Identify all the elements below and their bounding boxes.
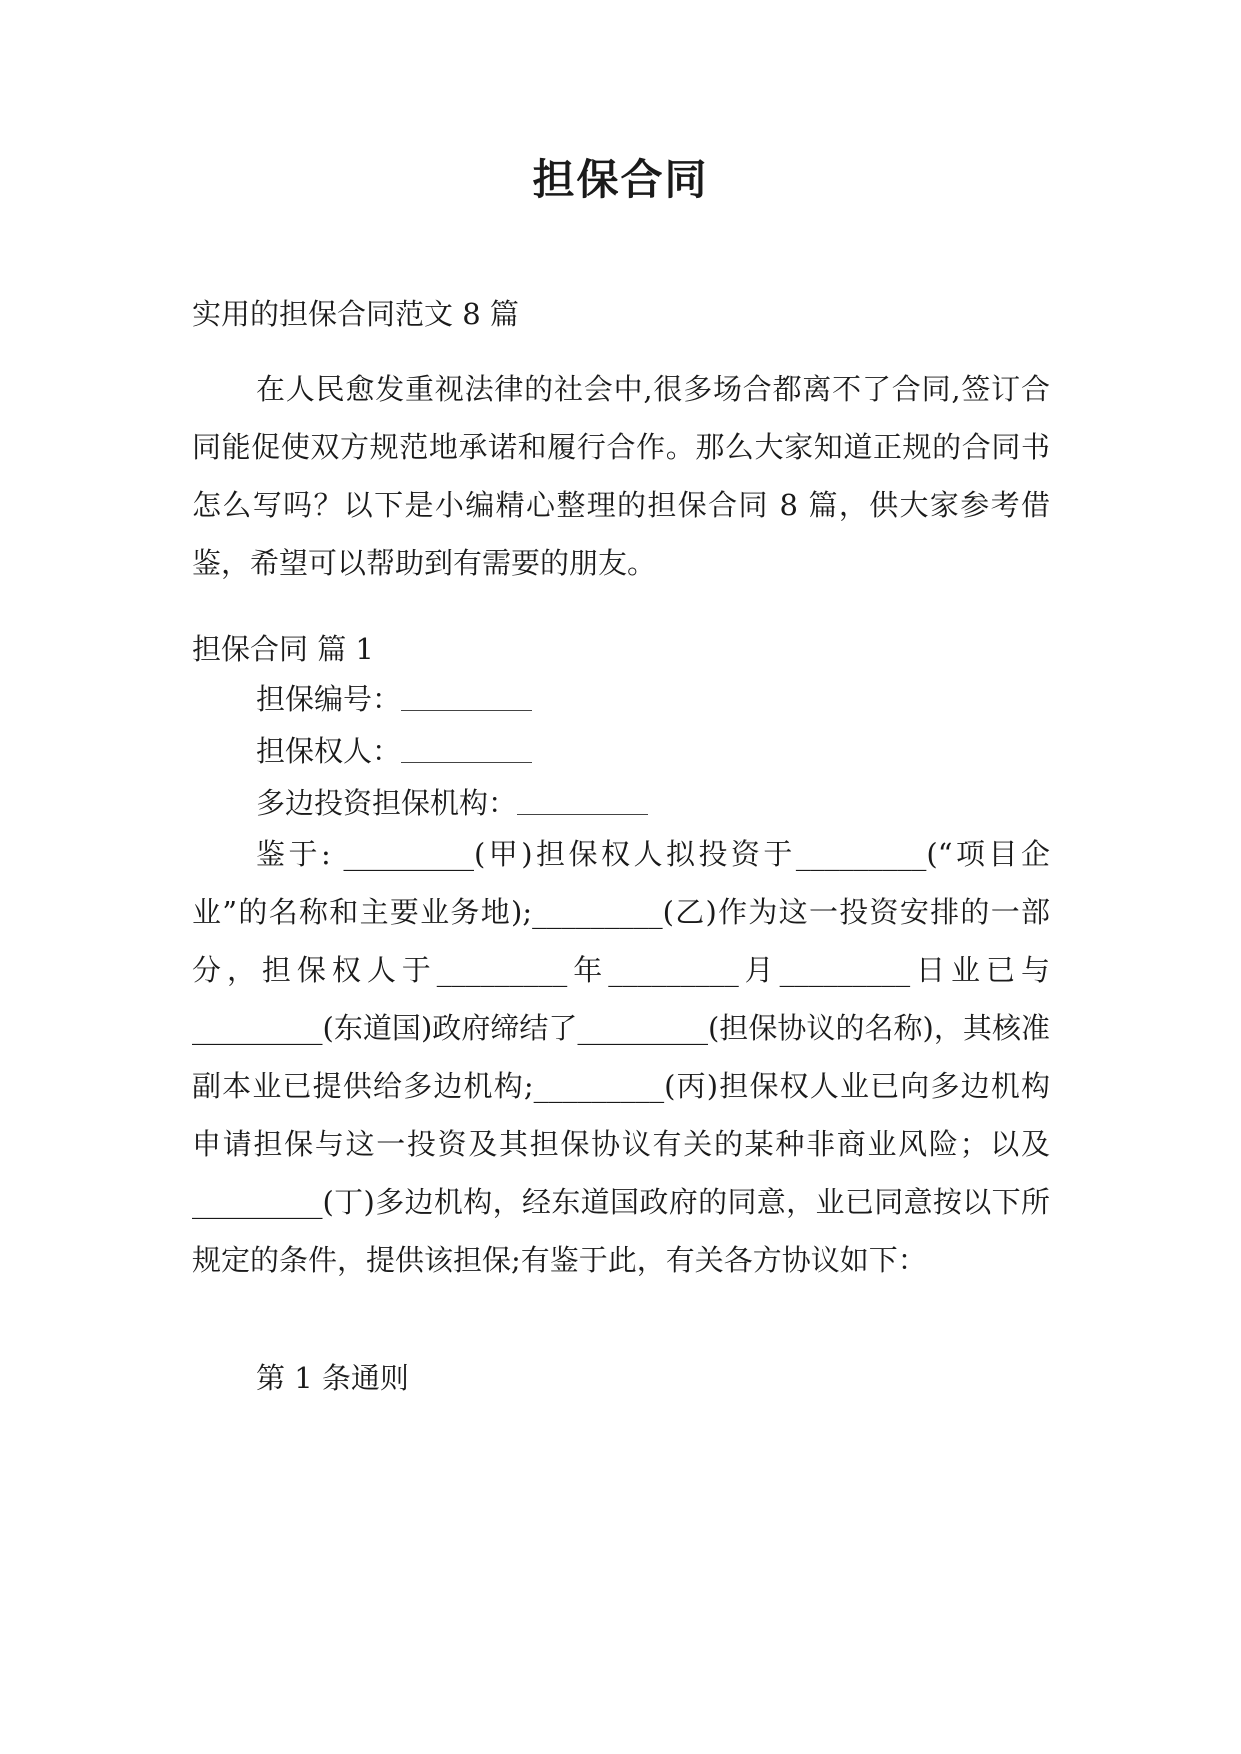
field-label: 担保权人： (256, 734, 402, 768)
field-guarantee-holder (256, 729, 532, 773)
field-value (517, 792, 648, 815)
article-title: 第 1 条通则 (256, 1361, 409, 1395)
field-miga (256, 781, 648, 825)
document-subtitle: 实用的担保合同范文 8 篇 (192, 297, 519, 331)
field-label: 多边投资担保机构： (256, 786, 518, 820)
field-value (401, 740, 532, 763)
document-title: 担保合同 (532, 155, 709, 204)
field-value (401, 688, 532, 711)
field-label: 担保编号： (256, 682, 402, 716)
body-paragraph: 鉴于: _________(甲)担保权人拟投资于_________(“项目企业”的名称和主要业务地);_________(乙)作为这一投资安排的一部分，担保权人于_________年_________月_________日业已与_________(东道国)政府缔结了_________(担保协议的名称)，其核准副本业已提供给多边机构;_________(丙)担保权人业已向多边机构申请担保与这一投资及其担保协议有关的某种非商业风险；以及_________(丁)多边机构，经东道国政府的同意，业已同意按以下所规定的条件，提供该担保;有鉴于此，有关各方协议如下： (192, 837, 1050, 1277)
section-title: 担保合同 篇 1 (192, 632, 374, 666)
field-guarantee-number (256, 677, 532, 721)
intro-paragraph: 在人民愈发重视法律的社会中,很多场合都离不了合同,签订合同能促使双方规范地承诺和履行合作。那么大家知道正规的合同书怎么写吗？以下是小编精心整理的担保合同 8 篇，供大家参考借鉴，希望可以帮助到有需要的朋友。 (192, 372, 1050, 580)
